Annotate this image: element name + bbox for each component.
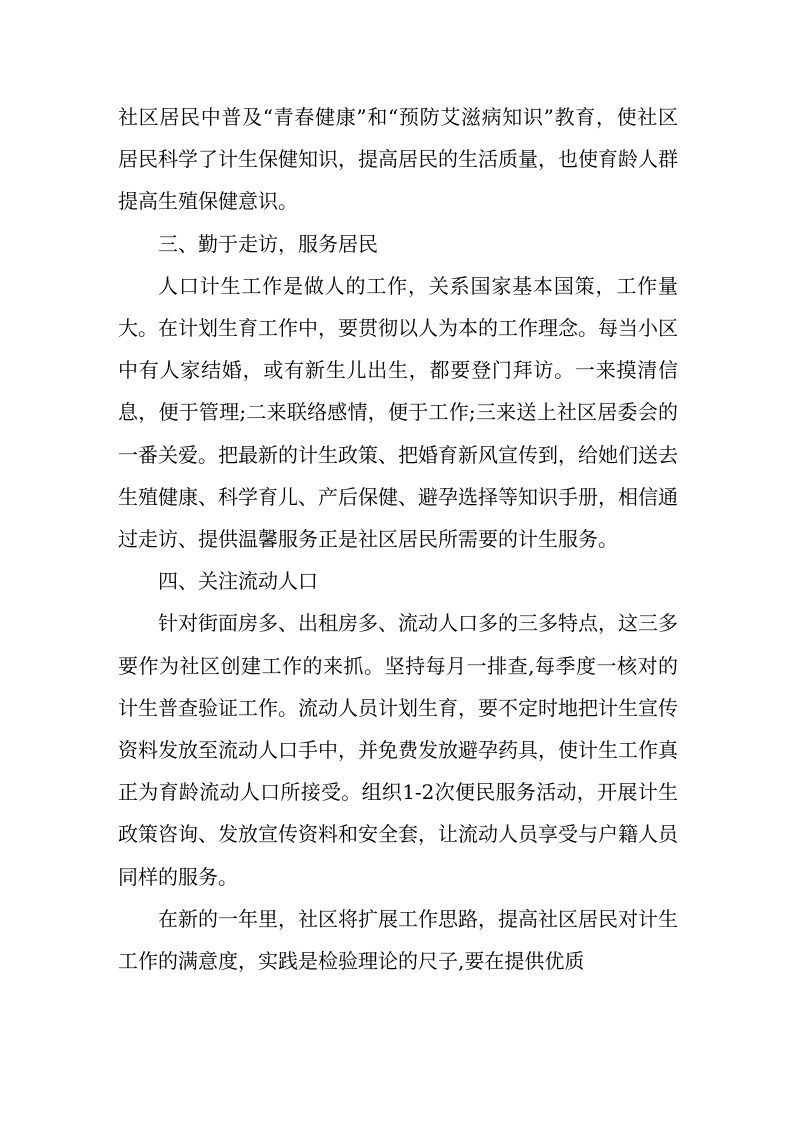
paragraph-floating-population: 针对街面房多、出租房多、流动人口多的三多特点，这三多要作为社区创建工作的来抓。坚持每月一排查,每季度一核对的计生普查验证工作。流动人员计划生育，要不定时地把计生宣传资料发放至流动人口手中，并免费发放避孕药具，使计生工作真正为育龄流动人口所接受。组织1-2次便民服务活动，开展计生政策咨询、发放宣传资料和安全套，让流动人员享受与户籍人员同样的服务。: [118, 611, 678, 889]
paragraph-new-year: 在新的一年里，社区将扩展工作思路，提高社区居民对计生工作的满意度，实践是检验理论的尺子,要在提供优质: [118, 906, 678, 974]
paragraph-visits: 人口计生工作是做人的工作，关系国家基本国策，工作量大。在计划生育工作中，要贯彻以人为本的工作理念。每当小区中有人家结婚，或有新生儿出生，都要登门拜访。一来摸清信息，便于管理;二来联络感情，便于工作;三来送上社区居委会的一番关爱。把最新的计生政策、把婚育新风宣传到，给她们送去生殖健康、科学育儿、产后保健、避孕选择等知识手册，相信通过走访、提供温馨服务正是社区居民所需要的计生服务。: [118, 273, 678, 552]
paragraph-continuation: 社区居民中普及“青春健康”和“预防艾滋病知识”教育，使社区居民科学了计生保健知识，提高居民的生活质量，也使育龄人群提高生殖保健意识。: [118, 105, 678, 214]
section-heading-three: 三、勤于走访，服务居民: [158, 231, 378, 256]
body-text: [118, 96, 678, 982]
section-heading-four: 四、关注流动人口: [158, 569, 318, 594]
